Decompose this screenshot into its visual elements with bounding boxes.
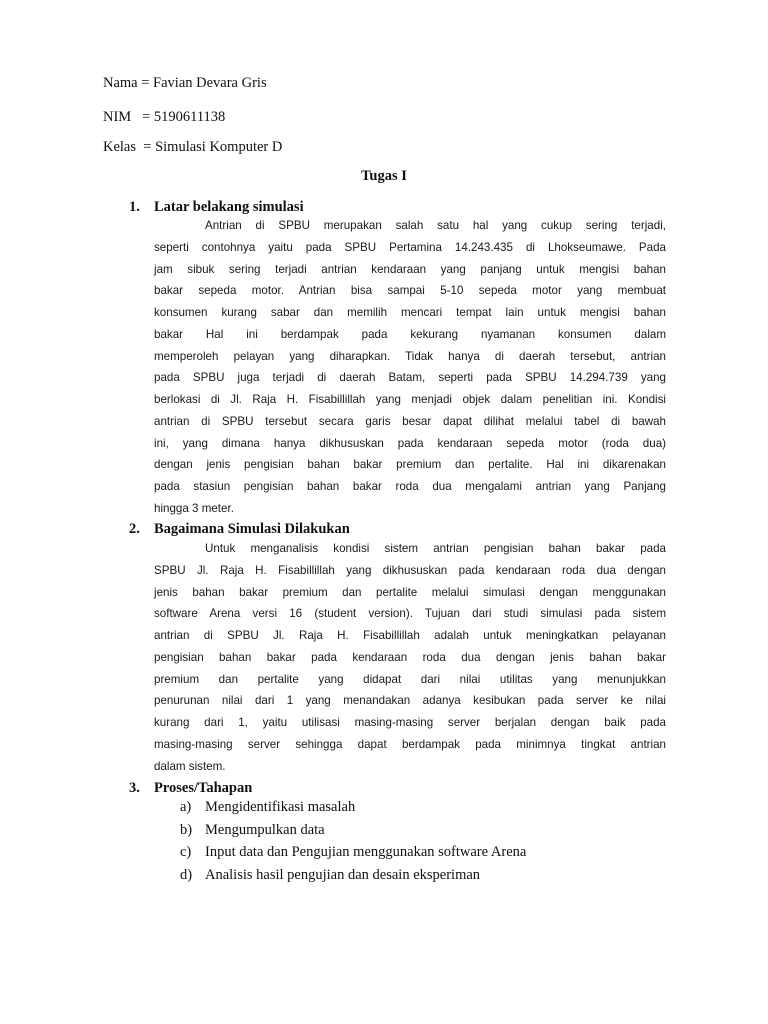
section-2-heading <box>129 521 350 538</box>
list-item <box>180 799 526 822</box>
paragraph-line: premium dan pertalite yang didapat dari nilai utilitas yang menunjukkan <box>154 672 666 686</box>
paragraph-line: seperti contohnya yaitu pada SPBU Pertamina 14.243.435 di Lhokseumawe. Pada <box>154 240 666 254</box>
paragraph-line: ini, yang dimana hanya dikhususkan pada kendaraan sepeda motor (roda dua) <box>154 436 666 450</box>
section-number: 2. <box>129 521 140 537</box>
paragraph-line: penurunan nilai dari 1 yang menandakan adanya kesibukan pada server ke nilai <box>154 694 666 708</box>
section-2-paragraph <box>154 538 666 777</box>
paragraph-line: konsumen kurang sabar dan memilih mencari tempat lain untuk mengisi bahan <box>154 306 666 319</box>
paragraph-line: dalam sistem. <box>154 759 226 773</box>
process-steps-list <box>180 799 526 889</box>
paragraph-line: berlokasi di Jl. Raja H. Fisabillillah yang menjadi objek dalam penelitian ini. Kondisi <box>154 393 666 406</box>
section-title: Latar belakang simulasi <box>154 199 304 215</box>
list-item <box>180 822 526 845</box>
section-1-heading <box>129 199 304 216</box>
paragraph-line: pengisian bahan bakar pada kendaraan roda dua dengan jenis bahan bakar <box>154 650 666 664</box>
paragraph-line: pada stasiun pengisian bahan bakar roda dua mengalami antrian yang Panjang <box>154 480 666 493</box>
paragraph-line: pada SPBU juga terjadi di daerah Batam, seperti pada SPBU 14.294.739 yang <box>154 371 666 385</box>
student-name: Nama = Favian Devara Gris <box>103 75 267 91</box>
paragraph-line: bakar sepeda motor. Antrian bisa sampai 5-10 sepeda motor yang membuat <box>154 284 666 298</box>
section-number: 1. <box>129 199 140 215</box>
paragraph-line: SPBU Jl. Raja H. Fisabillillah yang dikhususkan pada kendaraan roda dua dengan <box>154 563 666 577</box>
section-title: Bagaimana Simulasi Dilakukan <box>154 521 350 537</box>
list-item-label: b) <box>180 821 193 838</box>
student-class: Kelas = Simulasi Komputer D <box>103 139 283 155</box>
document-title: Tugas I <box>361 168 407 184</box>
list-item <box>180 867 526 890</box>
paragraph-line: antrian di SPBU Jl. Raja H. Fisabillillah adalah untuk meningkatkan pelayanan <box>154 629 666 642</box>
list-item-text: Analisis hasil pengujian dan desain eksperiman <box>205 866 481 883</box>
paragraph-line: jenis bahan bakar premium dan pertalite melalui simulasi dengan menggunakan <box>154 585 666 599</box>
student-nim: NIM = 5190611138 <box>103 109 226 125</box>
paragraph-line: hingga 3 meter. <box>154 501 234 515</box>
paragraph-line: bakar Hal ini berdampak pada kekurang nyamanan konsumen dalam <box>154 327 666 341</box>
section-title: Proses/Tahapan <box>154 780 253 796</box>
paragraph-line: dengan jenis pengisian bahan bakar premium dan pertalite. Hal ini dikarenakan <box>154 458 666 472</box>
paragraph-line: software Arena versi 16 (student version). Tujuan dari studi simulasi pada sistem <box>154 607 666 621</box>
list-item-text: Input data dan Pengujian menggunakan software Arena <box>205 844 527 860</box>
paragraph-line: antrian di SPBU tersebut secara garis besar dapat dilihat melalui tabel di bawah <box>154 414 666 428</box>
list-item-text: Mengidentifikasi masalah <box>205 799 356 815</box>
section-1-paragraph <box>154 215 666 520</box>
paragraph-line: Antrian di SPBU merupakan salah satu hal yang cukup sering terjadi, <box>205 219 666 232</box>
list-item <box>180 844 526 867</box>
paragraph-line: kurang dari 1, yaitu utilisasi masing-masing server berjalan dengan baik pada <box>154 716 666 729</box>
paragraph-line: Untuk menganalisis kondisi sistem antrian pengisian bahan bakar pada <box>205 542 666 555</box>
paragraph-line: jam sibuk sering terjadi antrian kendaraan yang panjang untuk mengisi bahan <box>154 262 666 276</box>
list-item-label: a) <box>180 799 192 815</box>
list-item-label: d) <box>180 866 193 883</box>
paragraph-line: memperoleh pelayan yang diharapkan. Tidak hanya di daerah tersebut, antrian <box>154 349 666 363</box>
list-item-label: c) <box>180 844 192 860</box>
paragraph-line: masing-masing server sehingga dapat berdampak pada minimnya tingkat antrian <box>154 737 666 751</box>
section-number: 3. <box>129 780 140 796</box>
list-item-text: Mengumpulkan data <box>205 821 325 838</box>
section-3-heading <box>129 780 252 797</box>
